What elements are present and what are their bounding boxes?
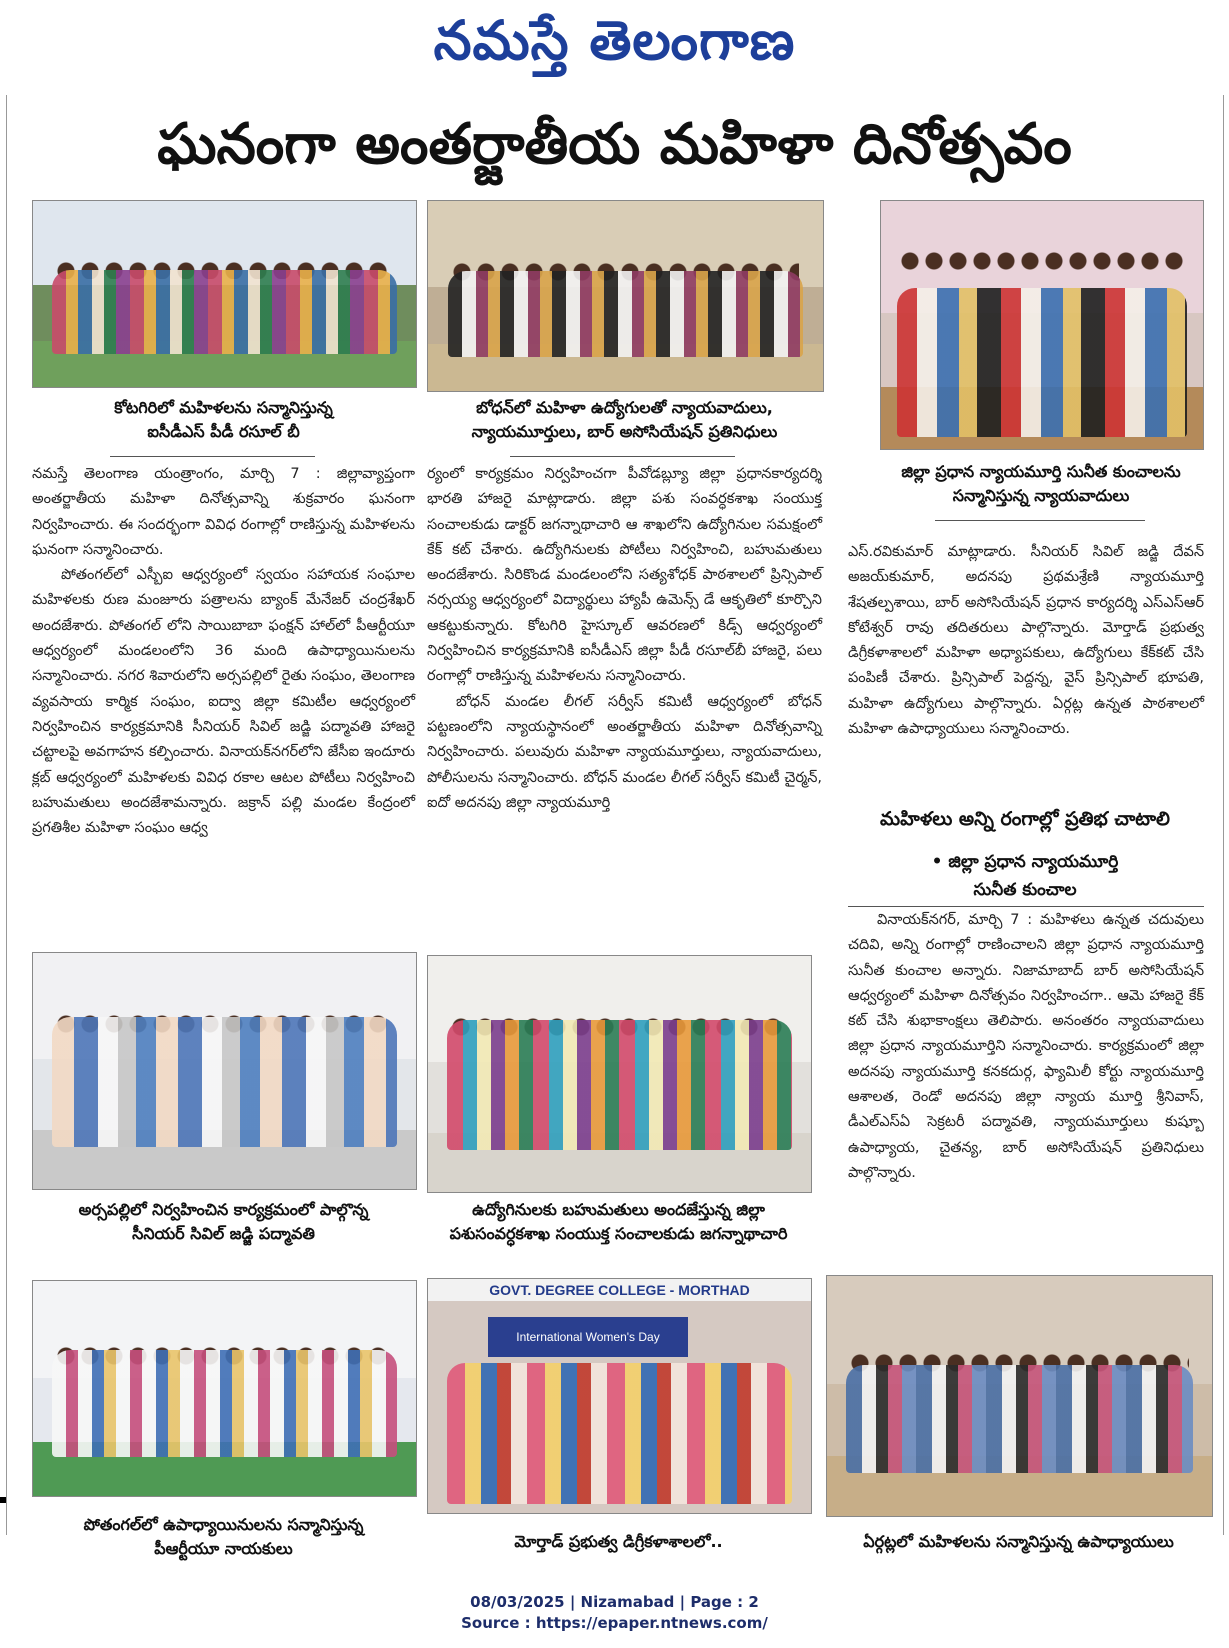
caption-ergatla: ఏర్గట్లలో మహిళలను సన్మానిస్తున్న ఉపాధ్యాయులు: [863, 1532, 1174, 1551]
article-col1: [32, 462, 415, 841]
caption-morthad-college: మోర్తాడ్ ప్రభుత్వ డిగ్రీకళాశాలలో..: [514, 1532, 723, 1551]
rule-col2-top: [510, 456, 735, 457]
caption-arsapalli: అర్సపల్లిలో నిర్వహించిన కార్యక్రమంలో పాల్గొన్న సీనియర్ సివిల్ జడ్జి పద్మావతి: [78, 1200, 369, 1243]
headline: ఘనంగా అంతర్జాతీయ మహిళా దినోత్సవం: [157, 112, 1072, 177]
caption-bodhan: బోధన్‌లో మహిళా ఉద్యోగులతో న్యాయవాదులు, న్యాయమూర్తులు, బార్ అసోసియేషన్ ప్రతినిధులు: [471, 398, 778, 441]
rule-col1-top: [110, 456, 315, 457]
photo-bodhan: [427, 200, 824, 392]
article-col3: [848, 540, 1204, 742]
caption-animal-husbandry: ఉద్యోగినులకు బహుమతులు అందజేస్తున్న జిల్లా పశుసంవర్ధకశాఖ సంయుక్త సంచాలకుడు జగన్నాథాచారి: [449, 1200, 788, 1243]
photo-judge-felicitation: [880, 200, 1204, 450]
photo-ergatla: [826, 1275, 1213, 1517]
col3-para2: వినాయక్‌నగర్, మార్చి 7 : మహిళలు ఉన్నత చదువులు చదివి, అన్ని రంగాల్లో రాణించాలని జిల్లా ప్రధాన న్యాయమూర్తి సునీత కుంచాల అన్నారు. నిజామాబాద్ బార్ అసోసియేషన్ ఆధ్వర్యంలో మహిళా దినోత్సవం నిర్వహించగా.. ఆమె హాజరై కేక్ కట్ చేసి శుభాకాంక్షలు తెలిపారు. అనంతరం న్యాయవాదులు జిల్లా ప్రధాన న్యాయమూర్తిని సన్మానించారు. కార్యక్రమంలో జిల్లా అదనపు న్యాయమూర్తి కనకదుర్గ, ఫ్యామిలీ కోర్టు న్యాయమూర్తి ఆశాలత, రెండో అదనపు జిల్లా న్యాయ మూర్తి శ్రీనివాస్, డీఎల్ఎస్ఏ సెక్రటరీ పద్మావతి, న్యాయమూర్తులు కుష్బూ ఉపాధ్యాయ, చైతన్య, బార్ అసోసియేషన్ ప్రతినిధులు పాల్గొన్నారు.: [848, 912, 1204, 1181]
col2-para1: ర్యంలో కార్యక్రమం నిర్వహించగా పీవోడబ్ల్యూ జిల్లా ప్రధానకార్యదర్శి భారతి హాజరై మాట్లాడారు. జిల్లా పశు సంవర్ధకశాఖ సంయుక్త సంచాలకుడు డాక్టర్ జగన్నాథాచారి ఆ శాఖలోని ఉద్యోగినుల సమక్షంలో కేక్ కట్ చేశారు. ఉద్యోగినులకు పోటీలు నిర్వహించి, బహుమతులు అందజేశారు. సిరికొండ మండలంలోని సత్యశోధక్ పాఠశాలలో ప్రిన్సిపాల్ నర్సయ్య ఆధ్వర్యంలో విద్యార్థులు హ్యాపీ ఉమెన్స్ డే ఆకృతిలో కూర్చొని ఆకట్టుకున్నారు. కోటగిరి హైస్కూల్ ఆవరణలో కిడ్స్ ఆధ్వర్యంలో నిర్వహించిన కార్యక్రమానికి ఐసీడీఎస్ జిల్లా పీడీ రసూల్‌బీ హాజరై, పలు రంగాల్లో రాణిస్తున్న మహిళలను సన్మానించారు.: [427, 466, 822, 685]
article-col3-story: [848, 908, 1204, 1186]
photo-pothangal: [32, 1280, 417, 1497]
article-col2: [427, 462, 822, 816]
registration-mark: [0, 1497, 6, 1503]
col3-para1: ఎస్.రవికుమార్ మాట్లాడారు. సీనియర్ సివిల్ జడ్జి దేవన్ అజయ్‌కుమార్, అదనపు ప్రథమశ్రేణి న్యాయమూర్తి శేషతల్పశాయి, బార్ అసోసియేషన్ ప్రధాన కార్యదర్శి ఎస్ఎస్ఆర్ కోటేశ్వర్ రావు తదితరులు పాల్గొన్నారు. మోర్తాడ్ ప్రభుత్వ డిగ్రీకళాశాలలో మహిళా అధ్యాపకులు, ఉద్యోగులు కేక్‌కట్ చేసి పంపిణీ చేశారు. ప్రిన్సిపాల్ పెద్దన్న, వైస్ ప్రిన్సిపాల్ భూపతి, మహిళా ఉద్యోగులు పాల్గొన్నారు. ఏర్గట్ల ఉన్నత పాఠశాలలో మహిళా ఉపాధ్యాయులు సన్మానించారు.: [848, 544, 1204, 738]
caption-judge-felicitation: జిల్లా ప్రధాన న్యాయమూర్తి సునీత కుంచాలను సన్మానిస్తున్న న్యాయవాదులు: [901, 462, 1181, 505]
col1-para1: నమస్తే తెలంగాణ యంత్రాంగం, మార్చి 7 : జిల్లావ్యాప్తంగా అంతర్జాతీయ మహిళా దినోత్సవాన్ని శుక్రవారం ఘనంగా నిర్వహించారు. ఈ సందర్భంగా వివిధ రంగాల్లో రాణిస్తున్న మహిళలను ఘనంగా సన్మానించారు.: [32, 466, 415, 558]
college-sign: GOVT. DEGREE COLLEGE - MORTHAD: [428, 1279, 811, 1301]
event-banner: International Women's Day: [488, 1317, 688, 1357]
page-edge-left: [6, 95, 7, 1535]
photo-morthad-college: [427, 1278, 812, 1514]
sub-heading: మహిళలు అన్ని రంగాల్లో ప్రతిభ చాటాలి: [880, 808, 1170, 830]
caption-kotagiri: కోటగిరిలో మహిళలను సన్మానిస్తున్న ఐసీడీఎస్ పీడీ రసూల్ బీ: [114, 398, 333, 441]
photo-animal-husbandry: [427, 955, 812, 1193]
col2-para2: బోధన్ మండల లీగల్ సర్వీస్ కమిటీ ఆధ్వర్యంలో బోధన్ పట్టణంలోని న్యాయస్థానంలో అంతర్జాతీయ మహిళా దినోత్సవాన్ని నిర్వహించారు. పలువురు మహిళా న్యాయమూర్తులు, న్యాయవాదులు, పోలీసులను సన్మానించారు. బోధన్ మండల లీగల్ సర్వీస్ కమిటీ చైర్మన్, ఐదో అదనపు జిల్లా న్యాయమూర్తి: [427, 693, 822, 811]
masthead-logo: నమస్తే తెలంగాణ: [433, 8, 796, 72]
col1-para2: పోతంగల్‌లో ఎస్బీఐ ఆధ్వర్యంలో స్వయం సహాయక సంఘాల మహిళలకు రుణ మంజూరు పత్రాలను బ్యాంక్ మేనేజర్ చంద్రశేఖర్ అందజేశారు. పోతంగల్ లోని సాయిబాబా ఫంక్షన్ హాల్‌లో పీఆర్టీయూ ఆధ్వర్యంలో మండలంలోని 36 మంది ఉపాధ్యాయినులను సన్మానించారు. నగర శివారులోని అర్సపల్లిలో రైతు సంఘం, తెలంగాణ వ్యవసాయ కార్మిక సంఘం, ఐద్వా జిల్లా కమిటీల ఆధ్వర్యంలో నిర్వహించిన కార్యక్రమానికి సీనియర్ సివిల్ జడ్జి పద్మావతి హాజరై చట్టాలపై అవగాహన కల్పించారు. వినాయక్‌నగర్‌లోని జేసీఐ ఇందూరు క్లబ్ ఆధ్వర్యంలో మహిళలకు వివిధ రకాల ఆటల పోటీలు నిర్వహించి బహుమతులు అందజేశామన్నారు. జక్రాన్ పల్లి మండల కేంద్రంలో ప్రగతిశీల మహిళా సంఘం ఆధ్వ: [32, 567, 415, 837]
footer-dateline: 08/03/2025 | Nizamabad | Page : 2: [470, 1593, 759, 1611]
sub-heading-bullet: • జిల్లా ప్రధాన న్యాయమూర్తి సునీత కుంచాల: [931, 852, 1119, 900]
photo-kotagiri: [32, 200, 417, 388]
page-edge-right: [1223, 95, 1224, 1535]
rule-col3-mid: [848, 906, 1204, 907]
photo-arsapalli: [32, 952, 417, 1190]
footer-source: Source : https://epaper.ntnews.com/: [461, 1614, 768, 1632]
caption-pothangal: పోతంగల్‌లో ఉపాధ్యాయినులను సన్మానిస్తున్న పీఆర్టీయూ నాయకులు: [83, 1515, 364, 1558]
rule-col3-top: [935, 520, 1145, 521]
